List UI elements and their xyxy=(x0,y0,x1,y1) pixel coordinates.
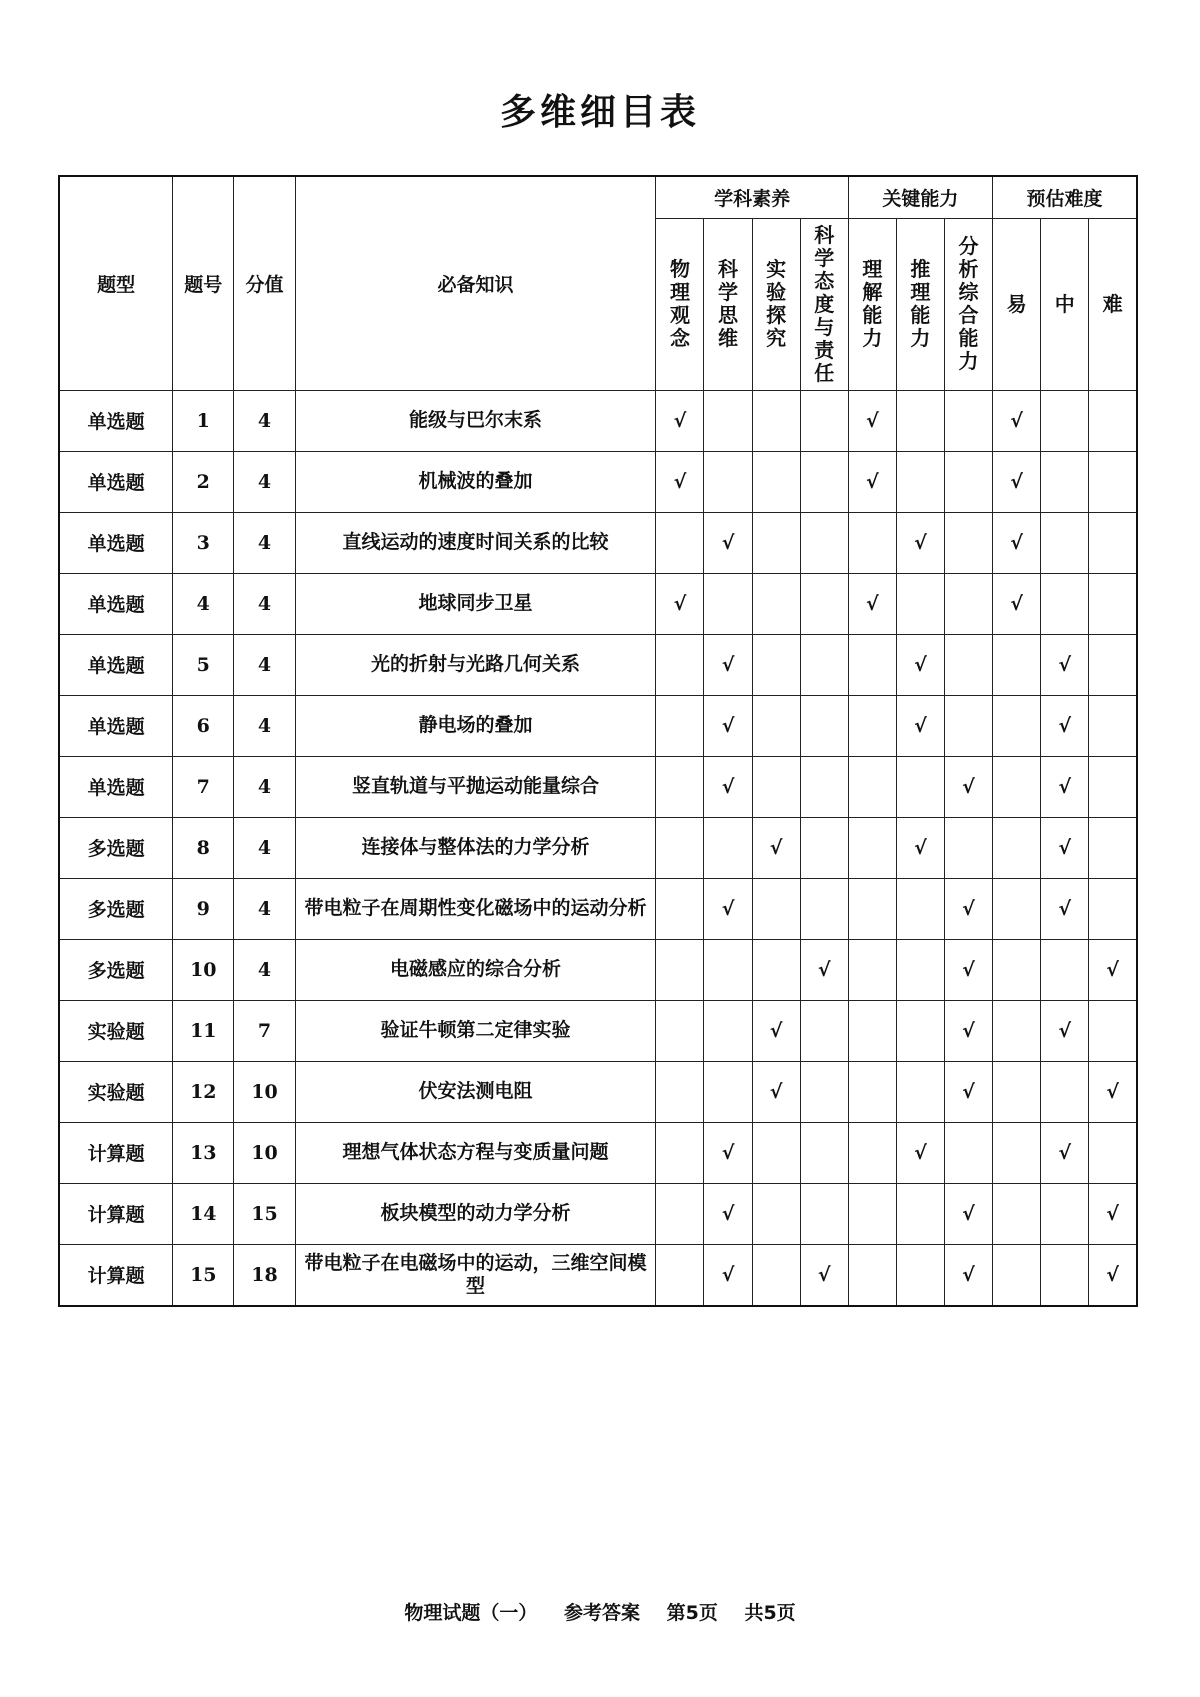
header-difficulty-easy: 易 xyxy=(993,218,1041,390)
empty-cell xyxy=(896,878,944,939)
question-number-cell: 11 xyxy=(173,1000,234,1061)
empty-cell xyxy=(752,1122,800,1183)
empty-cell xyxy=(656,1244,704,1306)
empty-cell xyxy=(848,1122,896,1183)
footer-answer: 参考答案 xyxy=(563,1602,640,1624)
table-row xyxy=(59,573,1137,634)
header-literacy-attitude: 科学态度与责任 xyxy=(800,218,848,390)
check-mark-cell: √ xyxy=(1041,695,1089,756)
empty-cell xyxy=(1089,573,1137,634)
question-type-cell: 计算题 xyxy=(59,1122,173,1183)
empty-cell xyxy=(1089,1000,1137,1061)
empty-cell xyxy=(752,573,800,634)
question-number-cell: 2 xyxy=(173,451,234,512)
knowledge-cell: 连接体与整体法的力学分析 xyxy=(295,817,656,878)
check-mark-cell: √ xyxy=(993,451,1041,512)
empty-cell xyxy=(993,756,1041,817)
empty-cell xyxy=(800,756,848,817)
check-mark-cell: √ xyxy=(704,756,752,817)
empty-cell xyxy=(752,695,800,756)
empty-cell xyxy=(1041,512,1089,573)
empty-cell xyxy=(800,634,848,695)
question-number-cell: 6 xyxy=(173,695,234,756)
empty-cell xyxy=(848,1000,896,1061)
header-literacy-concept: 物理观念 xyxy=(656,218,704,390)
score-cell: 4 xyxy=(234,390,295,451)
check-mark-cell: √ xyxy=(848,390,896,451)
check-mark-cell: √ xyxy=(896,512,944,573)
empty-cell xyxy=(848,1061,896,1122)
empty-cell xyxy=(800,1061,848,1122)
score-cell: 4 xyxy=(234,878,295,939)
empty-cell xyxy=(896,573,944,634)
empty-cell xyxy=(1089,878,1137,939)
question-type-cell: 实验题 xyxy=(59,1000,173,1061)
empty-cell xyxy=(944,573,992,634)
question-number-cell: 3 xyxy=(173,512,234,573)
knowledge-cell: 理想气体状态方程与变质量问题 xyxy=(295,1122,656,1183)
check-mark-cell: √ xyxy=(944,1000,992,1061)
question-type-cell: 计算题 xyxy=(59,1183,173,1244)
empty-cell xyxy=(993,1122,1041,1183)
empty-cell xyxy=(800,390,848,451)
check-mark-cell: √ xyxy=(1041,1122,1089,1183)
empty-cell xyxy=(993,1183,1041,1244)
empty-cell xyxy=(752,634,800,695)
empty-cell xyxy=(704,451,752,512)
knowledge-cell: 能级与巴尔末系 xyxy=(295,390,656,451)
table-row xyxy=(59,1183,1137,1244)
score-cell: 4 xyxy=(234,817,295,878)
empty-cell xyxy=(1089,512,1137,573)
table-row xyxy=(59,390,1137,451)
empty-cell xyxy=(656,1183,704,1244)
check-mark-cell: √ xyxy=(944,939,992,1000)
knowledge-cell: 板块模型的动力学分析 xyxy=(295,1183,656,1244)
score-cell: 4 xyxy=(234,573,295,634)
question-number-cell: 7 xyxy=(173,756,234,817)
empty-cell xyxy=(656,695,704,756)
empty-cell xyxy=(896,939,944,1000)
header-group-ability: 关键能力 xyxy=(848,176,992,218)
table-row xyxy=(59,1061,1137,1122)
empty-cell xyxy=(752,390,800,451)
empty-cell xyxy=(848,634,896,695)
empty-cell xyxy=(944,512,992,573)
header-ability-analysis: 分析综合能力 xyxy=(944,218,992,390)
empty-cell xyxy=(1089,451,1137,512)
table-row xyxy=(59,817,1137,878)
footer-total: 共5页 xyxy=(744,1602,796,1624)
question-type-cell: 多选题 xyxy=(59,939,173,1000)
footer-page: 第5页 xyxy=(666,1602,718,1624)
table-row xyxy=(59,634,1137,695)
empty-cell xyxy=(1089,1122,1137,1183)
table-row xyxy=(59,1000,1137,1061)
empty-cell xyxy=(752,878,800,939)
check-mark-cell: √ xyxy=(993,573,1041,634)
question-type-cell: 单选题 xyxy=(59,695,173,756)
empty-cell xyxy=(896,1244,944,1306)
empty-cell xyxy=(993,695,1041,756)
check-mark-cell: √ xyxy=(1041,1000,1089,1061)
empty-cell xyxy=(848,817,896,878)
check-mark-cell: √ xyxy=(944,1244,992,1306)
check-mark-cell: √ xyxy=(704,695,752,756)
empty-cell xyxy=(896,390,944,451)
footer-subject: 物理试题（一） xyxy=(404,1602,538,1624)
empty-cell xyxy=(752,939,800,1000)
check-mark-cell: √ xyxy=(1089,939,1137,1000)
empty-cell xyxy=(944,1122,992,1183)
table-row xyxy=(59,1244,1137,1306)
question-number-cell: 15 xyxy=(173,1244,234,1306)
knowledge-cell: 验证牛顿第二定律实验 xyxy=(295,1000,656,1061)
empty-cell xyxy=(848,878,896,939)
score-cell: 7 xyxy=(234,1000,295,1061)
empty-cell xyxy=(752,756,800,817)
header-difficulty-hard: 难 xyxy=(1089,218,1137,390)
check-mark-cell: √ xyxy=(704,634,752,695)
question-number-cell: 4 xyxy=(173,573,234,634)
empty-cell xyxy=(1089,390,1137,451)
check-mark-cell: √ xyxy=(1041,756,1089,817)
check-mark-cell: √ xyxy=(848,451,896,512)
check-mark-cell: √ xyxy=(944,878,992,939)
empty-cell xyxy=(800,878,848,939)
check-mark-cell: √ xyxy=(944,1183,992,1244)
empty-cell xyxy=(848,512,896,573)
score-cell: 18 xyxy=(234,1244,295,1306)
empty-cell xyxy=(1089,695,1137,756)
empty-cell xyxy=(848,695,896,756)
score-cell: 4 xyxy=(234,512,295,573)
question-number-cell: 13 xyxy=(173,1122,234,1183)
empty-cell xyxy=(656,1000,704,1061)
check-mark-cell: √ xyxy=(704,512,752,573)
question-number-cell: 8 xyxy=(173,817,234,878)
knowledge-cell: 直线运动的速度时间关系的比较 xyxy=(295,512,656,573)
page-title: 多维细目表 xyxy=(499,92,700,133)
question-type-cell: 计算题 xyxy=(59,1244,173,1306)
score-cell: 4 xyxy=(234,756,295,817)
knowledge-cell: 带电粒子在周期性变化磁场中的运动分析 xyxy=(295,878,656,939)
check-mark-cell: √ xyxy=(656,390,704,451)
empty-cell xyxy=(800,1122,848,1183)
question-number-cell: 10 xyxy=(173,939,234,1000)
empty-cell xyxy=(848,756,896,817)
page-footer xyxy=(0,1598,1200,1625)
table-row xyxy=(59,756,1137,817)
header-ability-understanding: 理解能力 xyxy=(848,218,896,390)
empty-cell xyxy=(944,695,992,756)
empty-cell xyxy=(656,756,704,817)
score-cell: 10 xyxy=(234,1061,295,1122)
empty-cell xyxy=(1041,573,1089,634)
check-mark-cell: √ xyxy=(993,390,1041,451)
empty-cell xyxy=(656,1122,704,1183)
check-mark-cell: √ xyxy=(896,634,944,695)
table-row xyxy=(59,939,1137,1000)
empty-cell xyxy=(1041,939,1089,1000)
knowledge-cell: 电磁感应的综合分析 xyxy=(295,939,656,1000)
knowledge-cell: 光的折射与光路几何关系 xyxy=(295,634,656,695)
header-group-difficulty: 预估难度 xyxy=(993,176,1137,218)
empty-cell xyxy=(704,817,752,878)
question-number-cell: 9 xyxy=(173,878,234,939)
header-number: 题号 xyxy=(173,176,234,390)
check-mark-cell: √ xyxy=(704,1122,752,1183)
empty-cell xyxy=(800,695,848,756)
empty-cell xyxy=(896,756,944,817)
check-mark-cell: √ xyxy=(1041,817,1089,878)
empty-cell xyxy=(944,817,992,878)
knowledge-cell: 竖直轨道与平抛运动能量综合 xyxy=(295,756,656,817)
empty-cell xyxy=(800,451,848,512)
check-mark-cell: √ xyxy=(944,1061,992,1122)
empty-cell xyxy=(656,939,704,1000)
empty-cell xyxy=(656,1061,704,1122)
score-cell: 4 xyxy=(234,634,295,695)
header-group-literacy: 学科素养 xyxy=(656,176,848,218)
empty-cell xyxy=(896,1061,944,1122)
check-mark-cell: √ xyxy=(752,1000,800,1061)
empty-cell xyxy=(800,573,848,634)
check-mark-cell: √ xyxy=(656,573,704,634)
check-mark-cell: √ xyxy=(1041,878,1089,939)
check-mark-cell: √ xyxy=(1089,1061,1137,1122)
empty-cell xyxy=(704,573,752,634)
check-mark-cell: √ xyxy=(704,878,752,939)
header-score: 分值 xyxy=(234,176,295,390)
empty-cell xyxy=(1041,390,1089,451)
question-type-cell: 单选题 xyxy=(59,756,173,817)
empty-cell xyxy=(752,1183,800,1244)
empty-cell xyxy=(993,939,1041,1000)
table-row xyxy=(59,512,1137,573)
table-body xyxy=(59,390,1137,1306)
score-cell: 15 xyxy=(234,1183,295,1244)
empty-cell xyxy=(656,512,704,573)
table-row xyxy=(59,451,1137,512)
empty-cell xyxy=(848,1183,896,1244)
empty-cell xyxy=(993,817,1041,878)
question-type-cell: 单选题 xyxy=(59,451,173,512)
question-type-cell: 单选题 xyxy=(59,573,173,634)
check-mark-cell: √ xyxy=(1089,1244,1137,1306)
empty-cell xyxy=(800,817,848,878)
empty-cell xyxy=(1041,1061,1089,1122)
check-mark-cell: √ xyxy=(800,1244,848,1306)
question-type-cell: 单选题 xyxy=(59,512,173,573)
check-mark-cell: √ xyxy=(704,1244,752,1306)
check-mark-cell: √ xyxy=(1089,1183,1137,1244)
empty-cell xyxy=(1089,817,1137,878)
question-type-cell: 单选题 xyxy=(59,390,173,451)
check-mark-cell: √ xyxy=(752,1061,800,1122)
check-mark-cell: √ xyxy=(896,817,944,878)
question-type-cell: 多选题 xyxy=(59,817,173,878)
empty-cell xyxy=(752,451,800,512)
empty-cell xyxy=(656,634,704,695)
empty-cell xyxy=(896,1183,944,1244)
check-mark-cell: √ xyxy=(993,512,1041,573)
empty-cell xyxy=(1041,451,1089,512)
check-mark-cell: √ xyxy=(896,695,944,756)
check-mark-cell: √ xyxy=(656,451,704,512)
empty-cell xyxy=(896,451,944,512)
empty-cell xyxy=(1089,634,1137,695)
empty-cell xyxy=(896,1000,944,1061)
knowledge-cell: 机械波的叠加 xyxy=(295,451,656,512)
empty-cell xyxy=(752,1244,800,1306)
table-row xyxy=(59,695,1137,756)
specification-table xyxy=(58,175,1138,1307)
empty-cell xyxy=(993,1000,1041,1061)
question-number-cell: 14 xyxy=(173,1183,234,1244)
table-row xyxy=(59,878,1137,939)
empty-cell xyxy=(656,878,704,939)
empty-cell xyxy=(800,1000,848,1061)
knowledge-cell: 带电粒子在电磁场中的运动，三维空间模型 xyxy=(295,1244,656,1306)
header-difficulty-medium: 中 xyxy=(1041,218,1089,390)
empty-cell xyxy=(993,878,1041,939)
empty-cell xyxy=(944,451,992,512)
knowledge-cell: 静电场的叠加 xyxy=(295,695,656,756)
question-number-cell: 12 xyxy=(173,1061,234,1122)
check-mark-cell: √ xyxy=(800,939,848,1000)
empty-cell xyxy=(752,512,800,573)
check-mark-cell: √ xyxy=(896,1122,944,1183)
question-number-cell: 1 xyxy=(173,390,234,451)
score-cell: 4 xyxy=(234,695,295,756)
empty-cell xyxy=(848,1244,896,1306)
score-cell: 4 xyxy=(234,451,295,512)
empty-cell xyxy=(1041,1244,1089,1306)
check-mark-cell: √ xyxy=(848,573,896,634)
question-type-cell: 实验题 xyxy=(59,1061,173,1122)
empty-cell xyxy=(944,634,992,695)
empty-cell xyxy=(993,1061,1041,1122)
check-mark-cell: √ xyxy=(944,756,992,817)
empty-cell xyxy=(800,512,848,573)
knowledge-cell: 地球同步卫星 xyxy=(295,573,656,634)
check-mark-cell: √ xyxy=(752,817,800,878)
empty-cell xyxy=(704,939,752,1000)
table-row xyxy=(59,1122,1137,1183)
check-mark-cell: √ xyxy=(1041,634,1089,695)
header-ability-reasoning: 推理能力 xyxy=(896,218,944,390)
header-literacy-inquiry: 实验探究 xyxy=(752,218,800,390)
empty-cell xyxy=(704,1061,752,1122)
header-knowledge: 必备知识 xyxy=(295,176,656,390)
knowledge-cell: 伏安法测电阻 xyxy=(295,1061,656,1122)
empty-cell xyxy=(993,1244,1041,1306)
question-type-cell: 单选题 xyxy=(59,634,173,695)
score-cell: 4 xyxy=(234,939,295,1000)
question-type-cell: 多选题 xyxy=(59,878,173,939)
header-type: 题型 xyxy=(59,176,173,390)
empty-cell xyxy=(704,390,752,451)
empty-cell xyxy=(993,634,1041,695)
check-mark-cell: √ xyxy=(704,1183,752,1244)
score-cell: 10 xyxy=(234,1122,295,1183)
empty-cell xyxy=(944,390,992,451)
empty-cell xyxy=(848,939,896,1000)
empty-cell xyxy=(800,1183,848,1244)
question-number-cell: 5 xyxy=(173,634,234,695)
empty-cell xyxy=(1041,1183,1089,1244)
empty-cell xyxy=(1089,756,1137,817)
empty-cell xyxy=(704,1000,752,1061)
header-literacy-thinking: 科学思维 xyxy=(704,218,752,390)
empty-cell xyxy=(656,817,704,878)
